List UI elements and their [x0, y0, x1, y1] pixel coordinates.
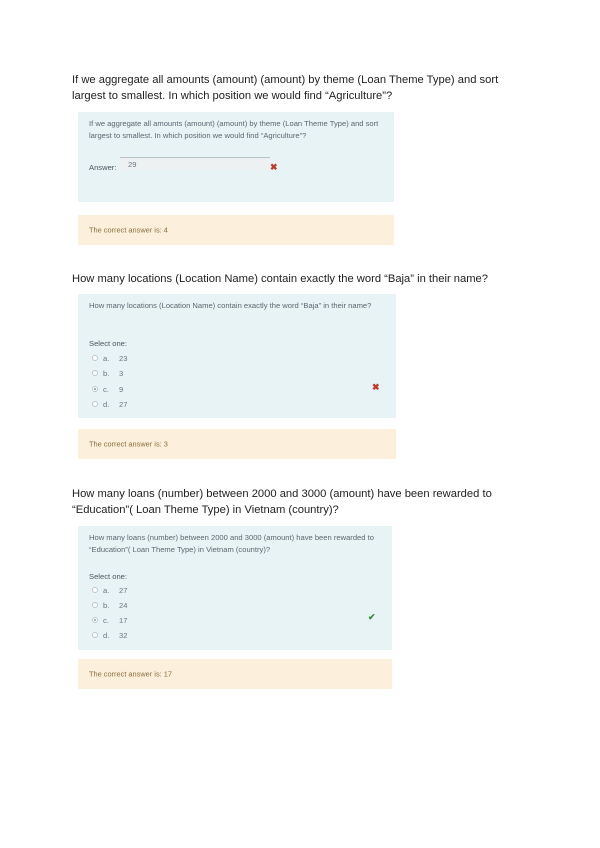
answer-label: Answer: — [89, 163, 117, 172]
option-b[interactable]: b. 24 — [92, 599, 127, 611]
question-2-panel — [78, 294, 396, 418]
question-1-title: If we aggregate all amounts (amount) (amount) by theme (Loan Theme Type) and sort largest to smallest. In which position we would find “Agriculture”? — [72, 74, 499, 102]
radio-button[interactable] — [92, 587, 98, 593]
radio-button[interactable] — [92, 632, 98, 638]
incorrect-icon: ✖ — [372, 382, 380, 392]
radio-button[interactable] — [92, 370, 98, 376]
correct-check-icon: ✔ — [368, 612, 376, 622]
correct-answer-text: The correct answer is: 3 — [89, 439, 168, 449]
question-3-text: How many loans (number) between 2000 and 3000 (amount) have been rewarded to “Education”( Loan Theme Type) in Vietnam (country)? — [89, 533, 374, 554]
question-2-feedback — [78, 429, 396, 459]
select-one-label: Select one: — [89, 572, 127, 581]
option-a[interactable]: a. 27 — [92, 584, 127, 596]
question-1-panel — [78, 112, 394, 202]
question-3-panel — [78, 526, 392, 650]
select-one-label: Select one: — [89, 339, 127, 348]
incorrect-icon: ✖ — [270, 162, 278, 172]
option-b[interactable]: b. 3 — [92, 367, 123, 379]
radio-button[interactable] — [92, 355, 98, 361]
correct-answer-text: The correct answer is: 4 — [89, 225, 168, 235]
option-a[interactable]: a. 23 — [92, 352, 127, 364]
radio-button-selected[interactable] — [92, 386, 98, 392]
option-d[interactable]: d. 32 — [92, 629, 127, 641]
correct-answer-text: The correct answer is: 17 — [89, 669, 172, 679]
question-1-feedback — [78, 215, 394, 245]
radio-button[interactable] — [92, 401, 98, 407]
option-c[interactable]: c. 17 — [92, 614, 127, 626]
question-1-text: If we aggregate all amounts (amount) (amount) by theme (Loan Theme Type) and sort largest to smallest. In which position we would find “Agriculture”? — [89, 119, 379, 140]
question-3-title: How many loans (number) between 2000 and 3000 (amount) have been rewarded to “Education”( Loan Theme Type) in Vietnam (country)? — [72, 488, 492, 516]
question-3-feedback — [78, 659, 392, 689]
option-d[interactable]: d. 27 — [92, 398, 127, 410]
question-2-text: How many locations (Location Name) contain exactly the word “Baja” in their name? — [89, 301, 372, 310]
radio-button-selected[interactable] — [92, 617, 98, 623]
question-2-title: How many locations (Location Name) contain exactly the word “Baja” in their name? — [72, 273, 488, 285]
answer-input[interactable] — [120, 157, 270, 170]
radio-button[interactable] — [92, 602, 98, 608]
option-c[interactable]: c. 9 — [92, 383, 123, 395]
